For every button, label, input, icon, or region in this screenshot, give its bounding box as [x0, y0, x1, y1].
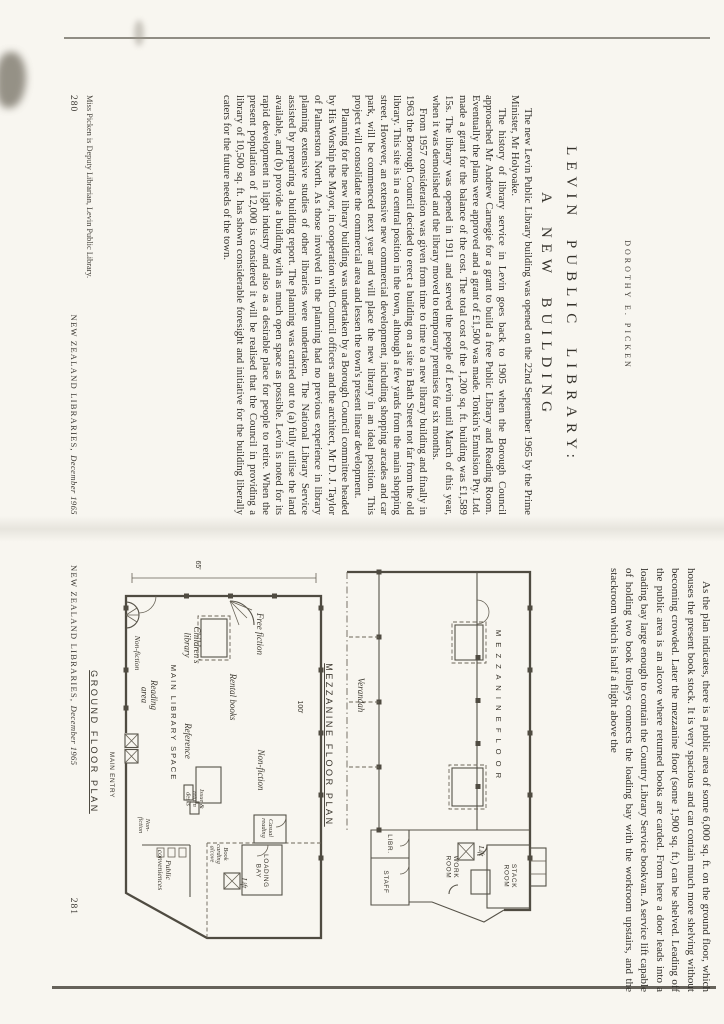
plan-label-non-fiction-front-left: Non-fiction [133, 635, 142, 671]
article-title-line2: A NEW BUILDING [538, 192, 554, 418]
plan-label-non-fiction-front-right: Non-fiction [137, 816, 151, 834]
plan-label-free-fiction: Free fiction [255, 613, 265, 655]
page-number-280: 280 [68, 95, 78, 113]
journal-date: December 1965 [69, 455, 79, 515]
plan-label-loading-bay: LOADINGBAY [254, 854, 269, 888]
paragraph-3: From 1957 consideration was given from time to time to a new library building and finally in 1963 the Borough Council decided to erect a building on a site in Bath Street not far from the old library. This site is in a central position in the town, although a few yards from the main shopping street. However, an extensive new commercial development, including shopping arcades and car park, will be commenced next year and will place the new library in an ideal position. This project will consolidate the commercial area and lessen the town's present linear development. [351, 95, 430, 515]
paragraph-2: The history of library service in Levin goes back to 1905 when the Borough Council approached Mr Andrew Carnegie for a grant to build a free Public Library and Reading Room. Eventually the plans were approved and a grant of £1,500 was made. Tonkin's Emulsion Pty. Ltd. made a grant for the balance of the cost. The total cost of the 1,200 sq. ft. building was £1,589 15s. The library was opened in 1911 and served the people of Levin until March of this year, when it was demolished and the library moved to temporary premises for six months. [430, 95, 508, 515]
plan-label-dim-100ft: 100' [296, 700, 303, 714]
page-280-footer [68, 95, 79, 515]
plan-label-librarian-office: LIBR. [386, 834, 393, 854]
spread-gutter-shadow [0, 516, 724, 542]
plan-label-verandah: Verandah [356, 677, 366, 713]
article-body [220, 95, 534, 515]
journal-imprint-281 [69, 565, 79, 765]
author-byline: DOROTHY E. PICKEN [623, 240, 632, 370]
plan-label-ground-plan-title: GROUND FLOOR PLAN [89, 670, 99, 814]
plan-label-main-library-space: MAIN LIBRARY SPACE [169, 664, 178, 782]
journal-name: NEW ZEALAND LIBRARIES, [69, 565, 79, 703]
paragraph-1: The new Levin Public Library building was opened on the 22nd September 1965 by the Prime Minister, Mr Holyoake. [508, 95, 534, 515]
paragraph-5: As the plan indicates, there is a public area of some 6,000 sq. ft. on the ground floor, which houses the present book stock. It is very spacious and can contain much more shelving without becoming crowded. Later the mezzanine floor (some 1,900 sq. ft.) can be shelved. Leading off the public area is an alcove where returned books are carded. From here a door leads into a loading bay large enough to contain the Country Library Service bookvan. A service lift capable of holding two book trolleys connects the loading bay with the workroom upstairs, and the stackroom which is half a flight above the [607, 568, 712, 992]
journal-date: December 1965 [69, 705, 79, 766]
author-footnote: Miss Picken is Deputy Librarian, Levin Public Library. [85, 95, 94, 279]
plan-label-stack-room: STACKROOM [502, 863, 517, 889]
plan-labels [89, 560, 517, 893]
floor-plans-figure [52, 545, 552, 1010]
plan-label-staff-room: STAFF [382, 870, 389, 894]
plan-label-casual-reading: Casualreading [260, 818, 274, 838]
plan-label-work-room: WORKROOM [444, 855, 459, 879]
plan-label-childrens-library: Children'slibrary [182, 626, 202, 664]
plan-label-rental-books: Rental books [228, 673, 238, 721]
plan-label-lift-ground: Lift [240, 877, 249, 889]
continuation-text [605, 568, 713, 992]
paragraph-4: Planning for the new library building was undertaken by a Borough Council committee headed by His Worship the Mayor, in cooperation with Council officers and the architect, Mr D. J. Taylor of Palmerston North. As those involved in the planning had no previous experience in library planning extensive studies of other libraries were undertaken. The National Library Service assisted by preparing a building report. The planning was carried out to (a) fully utilise the land available, and (b) provide a building with as much open space as possible. Levin is noted for its rapid development in light industry and also as a desirable place for people to retire. When the present population of 12,000 is considered it will be realised that the Council in providing a library of 10,500 sq. ft. has shown considerable foresight and initiative for the building liberally caters for the future needs of the town. [220, 95, 351, 515]
plan-label-non-fiction-rear: Non-fiction [256, 749, 266, 791]
plan-label-lift-mezzanine: Lift [477, 845, 486, 857]
article-title-line1: LEVIN PUBLIC LIBRARY: [563, 146, 579, 464]
plan-label-book-carding-alcove: Bookcardingalcove [208, 844, 229, 864]
plan-label-issue-return-desks: Issue &returndesks [184, 789, 205, 809]
page-281-footer [68, 565, 79, 915]
plan-label-dim-65ft: 65' [194, 560, 201, 570]
page-number-281: 281 [68, 897, 78, 915]
scan-smudge [134, 20, 144, 46]
plan-label-main-entry: MAIN ENTRY [108, 751, 115, 799]
plan-label-mezzanine-floor-room: M E Z Z A N I N E F L O O R [494, 629, 503, 781]
plan-label-reference: Reference [183, 723, 193, 759]
plan-label-mezzanine-plan-title: MEZZANINE FLOOR PLAN [324, 663, 334, 827]
page-edge-line-left [64, 37, 710, 39]
scan-blotch [0, 52, 26, 108]
journal-name: NEW ZEALAND LIBRARIES, [69, 314, 79, 452]
plan-label-reading-area: Readingarea [139, 680, 159, 710]
plan-label-public-conveniences: Publicconveniences [156, 849, 173, 891]
ground-floor-plan [124, 573, 324, 938]
journal-imprint-280 [69, 315, 79, 515]
